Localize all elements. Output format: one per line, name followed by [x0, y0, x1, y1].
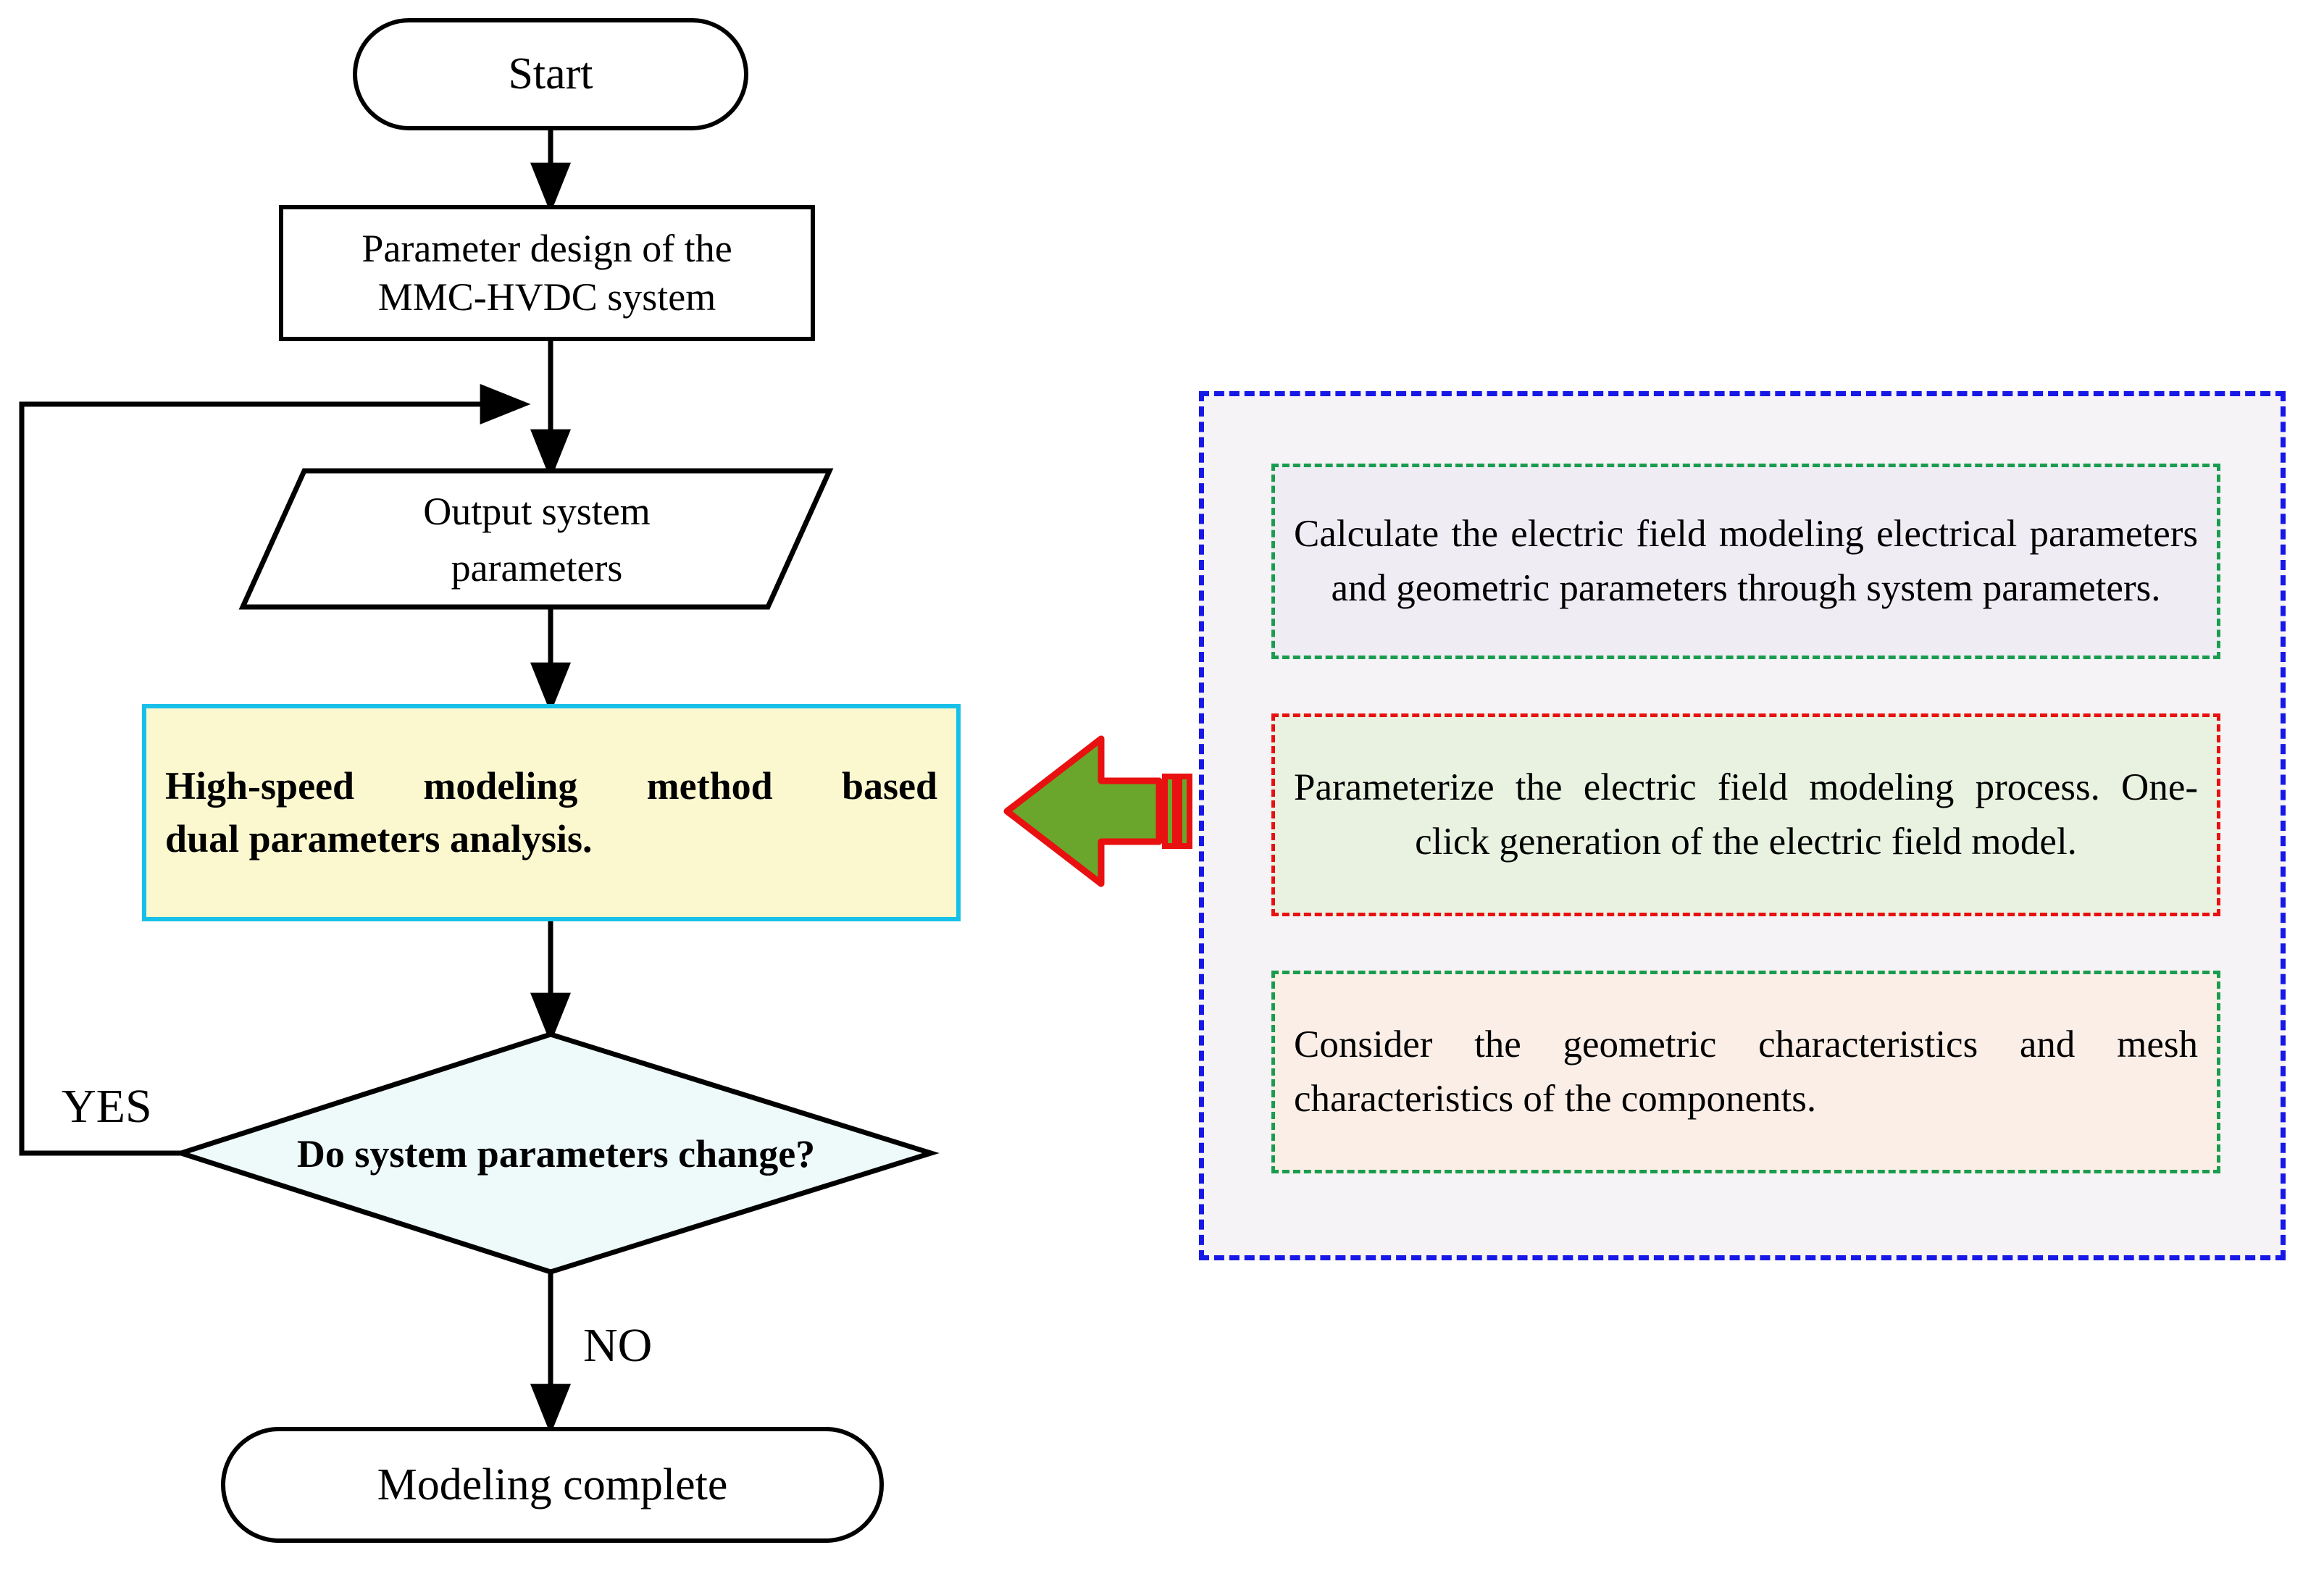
panel-item-2-text: Parameterize the electric field modeling process. One-click generation of the electric field model.	[1294, 766, 2198, 863]
node-decision[interactable]	[181, 1034, 931, 1273]
edge-label-no: NO	[583, 1319, 653, 1372]
emphasis-arrow-icon	[1007, 739, 1190, 884]
node-high-speed-method[interactable]	[142, 704, 961, 921]
panel-item-3[interactable]	[1271, 971, 2220, 1173]
node-start-label: Start	[508, 49, 593, 99]
node-method-line1: High-speed modeling method based	[165, 764, 937, 808]
panel-item-2[interactable]	[1271, 713, 2220, 916]
panel-item-1[interactable]	[1271, 464, 2220, 659]
panel-item-1-text: Calculate the electric field modeling electrical parameters and geometric parameters through system parameters.	[1294, 512, 2198, 609]
node-parameter-design-line2: MMC-HVDC system	[377, 275, 716, 319]
node-method-line2: dual parameters analysis.	[165, 817, 593, 861]
node-output-line1: Output system	[423, 489, 651, 533]
node-modeling-complete-label: Modeling complete	[377, 1460, 728, 1509]
node-output-parameters[interactable]	[243, 471, 831, 608]
node-parameter-design[interactable]	[279, 205, 815, 341]
edge-label-yes: YES	[62, 1080, 152, 1133]
node-output-parameters-label	[243, 471, 831, 608]
node-decision-label: Do system parameters change?	[296, 1132, 816, 1176]
node-start[interactable]	[353, 18, 748, 130]
node-modeling-complete[interactable]	[221, 1427, 884, 1543]
node-output-line2: parameters	[451, 546, 623, 590]
node-parameter-design-line1: Parameter design of the	[361, 226, 732, 270]
panel-item-3-text: Consider the geometric characteristics and mesh characteristics of the components.	[1294, 1023, 2198, 1120]
